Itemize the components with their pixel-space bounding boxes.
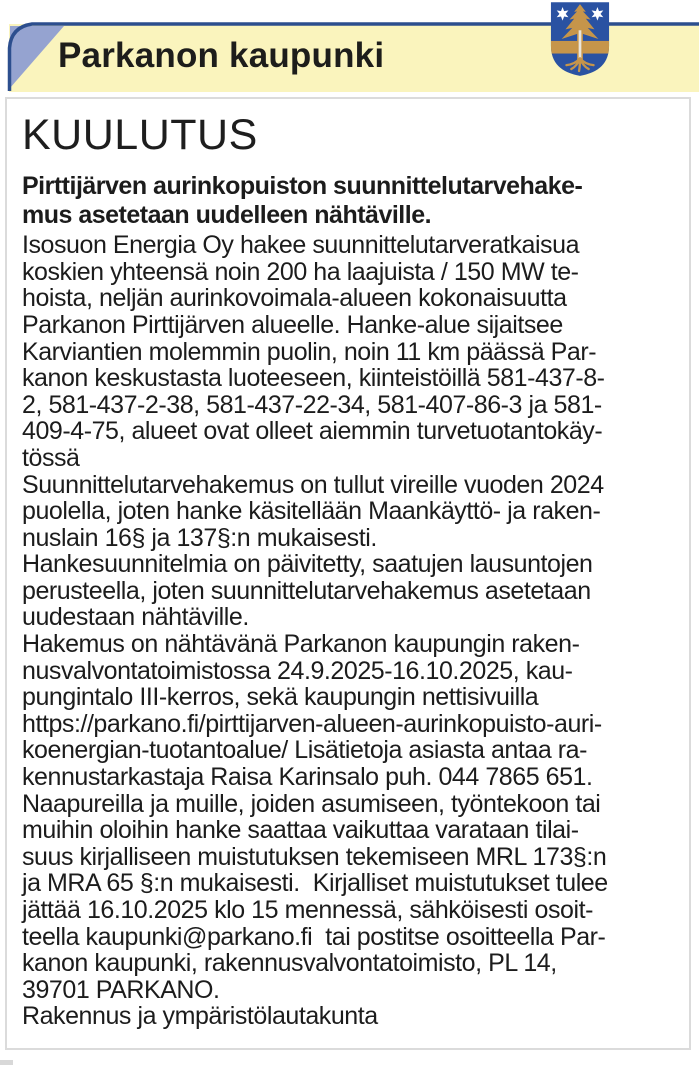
body-line: tössä [22, 443, 80, 472]
body-line: Suunnittelutarvehakemus on tullut vireille vuoden 2024 [22, 470, 604, 499]
body-line: Isosuon Energia Oy hakee suunnittelutarveratkaisua [22, 231, 580, 260]
body-line: koskien yhteensä noin 200 ha laajuista / 150 MW te- [22, 257, 579, 286]
body-line: Naapureilla ja muille, joiden asumiseen, työntekoon tai [22, 789, 601, 818]
body-line: nuslain 16§ ja 137§:n mukaisesti. [22, 523, 377, 552]
body-line: kanon keskustasta luoteeseen, kiinteistöillä 581-437-8- [22, 364, 605, 393]
body-line: nusvalvontatoimistossa 24.9.2025-16.10.2025, kau- [22, 656, 573, 685]
body-line: Karviantien molemmin puolin, noin 11 km päässä Par- [22, 337, 597, 366]
masthead [0, 0, 699, 96]
body-line: muihin oloihin hanke saattaa vaikuttaa varataan tilai- [22, 816, 579, 845]
body-line: hoista, neljän aurinkovoimala-alueen kokonaisuutta [22, 284, 567, 313]
body-line: koenergian-tuotantoalue/ Lisätietoja asiasta antaa ra- [22, 736, 587, 765]
body-line: uudestaan nähtäville. [22, 603, 249, 632]
next-item-sliver [0, 1060, 13, 1065]
body-line: 2, 581-437-2-38, 581-437-22-34, 581-407-86-3 ja 581- [22, 390, 602, 419]
body-line: Parkanon Pirttijärven alueelle. Hanke-alue sijaitsee [22, 310, 563, 339]
body-line: suus kirjalliseen muistutuksen tekemiseen MRL 173§:n [22, 842, 607, 871]
body-line: 409-4-75, alueet ovat olleet aiemmin turvetuotantokäy- [22, 417, 603, 446]
body-line: kennustarkastaja Raisa Karinsalo puh. 044 7865 651. [22, 763, 593, 792]
notice-box [5, 97, 691, 1050]
body-line: Rakennus ja ympäristölautakunta [22, 1002, 378, 1031]
body-line: jättää 16.10.2025 klo 15 mennessä, sähköisesti osoit- [22, 896, 593, 924]
notice-body [22, 232, 683, 1030]
corner-fold-shape [10, 26, 64, 88]
body-line: kanon kaupunki, rakennusvalvontatoimisto, PL 14, [22, 949, 557, 978]
body-line: Hakemus on nähtävänä Parkanon kaupungin raken- [22, 630, 580, 659]
pine-tree-trunk-highlight [579, 30, 582, 59]
body-line: https://parkano.fi/pirttijarven-alueen-aurinkopuisto-auri- [22, 709, 602, 738]
notice-subtitle [22, 172, 683, 230]
subtitle-line: mus asetetaan uudelleen nähtäville. [22, 201, 432, 230]
body-line: 39701 PARKANO. [22, 975, 220, 1004]
body-line: puolella, joten hanke käsitellään Maankäyttö- ja raken- [22, 497, 601, 526]
body-line: pungintalo III-kerros, sekä kaupungin nettisivuilla [22, 683, 539, 712]
notice-title: KUULUTUS [22, 111, 258, 159]
masthead-title: Parkanon kaupunki [58, 36, 385, 75]
body-line: perusteella, joten suunnittelutarvehakemus asetetaan [22, 576, 591, 605]
body-line: teella kaupunki@parkano.fi tai postitse osoitteella Par- [22, 922, 606, 951]
body-line: Hankesuunnitelmia on päivitetty, saatujen lausuntojen [22, 550, 593, 579]
subtitle-line: Pirttijärven aurinkopuiston suunnittelutarvehake- [22, 172, 583, 201]
coat-of-arms-icon [549, 1, 611, 77]
body-line: ja MRA 65 §:n mukaisesti. Kirjalliset muistutukset tulee [22, 869, 608, 898]
